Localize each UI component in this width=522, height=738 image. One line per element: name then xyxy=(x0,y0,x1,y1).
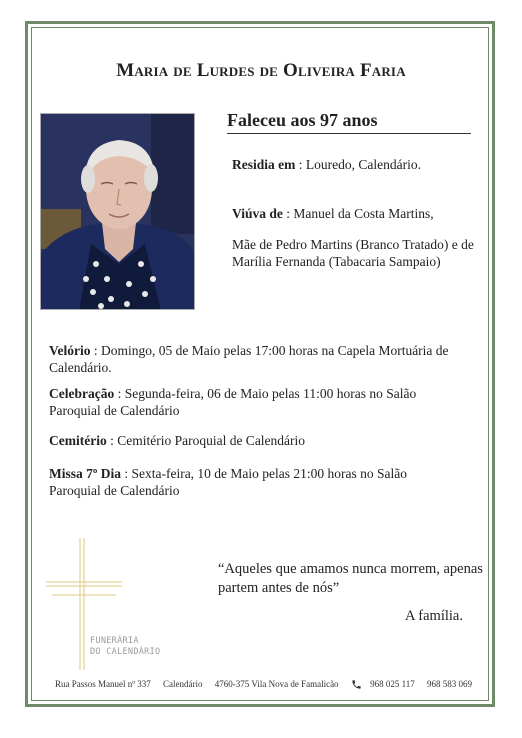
widow-label: Viúva de xyxy=(232,206,283,221)
widow-line xyxy=(232,205,482,222)
celebracao-line xyxy=(49,385,449,419)
missa-label: Missa 7º Dia xyxy=(49,466,121,481)
celebracao-value: : Segunda-feira, 06 de Maio pelas 11:00 horas no Salão Paroquial de Calendário xyxy=(49,386,417,418)
footer-contact xyxy=(55,679,482,690)
phone-icon xyxy=(351,679,362,690)
mother-of-text: Mãe de Pedro Martins (Branco Tratado) e de Marília Fernanda (Tabacaria Sampaio) xyxy=(232,237,474,269)
celebracao-label: Celebração xyxy=(49,386,115,401)
footer-address: Rua Passos Manuel nº 337 xyxy=(55,679,151,689)
velorio-label: Velório xyxy=(49,343,91,358)
portrait-image xyxy=(41,114,195,310)
brand-line-1: FUNERÁRIA xyxy=(90,636,139,646)
residence-value: : Louredo, Calendário. xyxy=(295,157,421,172)
footer-postal: 4760-375 Vila Nova de Famalicão xyxy=(214,679,339,689)
footer-phone-1: 968 025 117 xyxy=(370,679,415,689)
widow-value: : Manuel da Costa Martins, xyxy=(282,206,434,221)
funeral-home-brand xyxy=(90,636,160,658)
missa-line xyxy=(49,465,449,499)
missa-value: : Sexta-feira, 10 de Maio pelas 21:00 horas no Salão Paroquial de Calendário xyxy=(49,466,408,498)
residence-line xyxy=(232,156,482,173)
memorial-quote: “Aqueles que amamos nunca morrem, apenas partem antes de nós” xyxy=(218,561,483,596)
age-heading: Faleceu aos 97 anos xyxy=(227,110,471,134)
footer-phone-2: 968 583 069 xyxy=(426,679,472,689)
footer-town: Calendário xyxy=(163,679,203,689)
cemiterio-line xyxy=(49,432,469,449)
cemiterio-label: Cemitério xyxy=(49,433,107,448)
deceased-name: Maria de Lurdes de Oliveira Faria xyxy=(116,60,406,81)
velorio-value: : Domingo, 05 de Maio pelas 17:00 horas na Capela Mortuária de Calendário. xyxy=(49,343,449,375)
signature: A família. xyxy=(405,608,463,624)
cemiterio-value: : Cemitério Paroquial de Calendário xyxy=(106,433,306,448)
residence-label: Residia em xyxy=(232,157,296,172)
velorio-line xyxy=(49,342,479,376)
brand-line-2: DO CALENDÁRIO xyxy=(90,647,161,657)
portrait-photo xyxy=(40,113,195,310)
